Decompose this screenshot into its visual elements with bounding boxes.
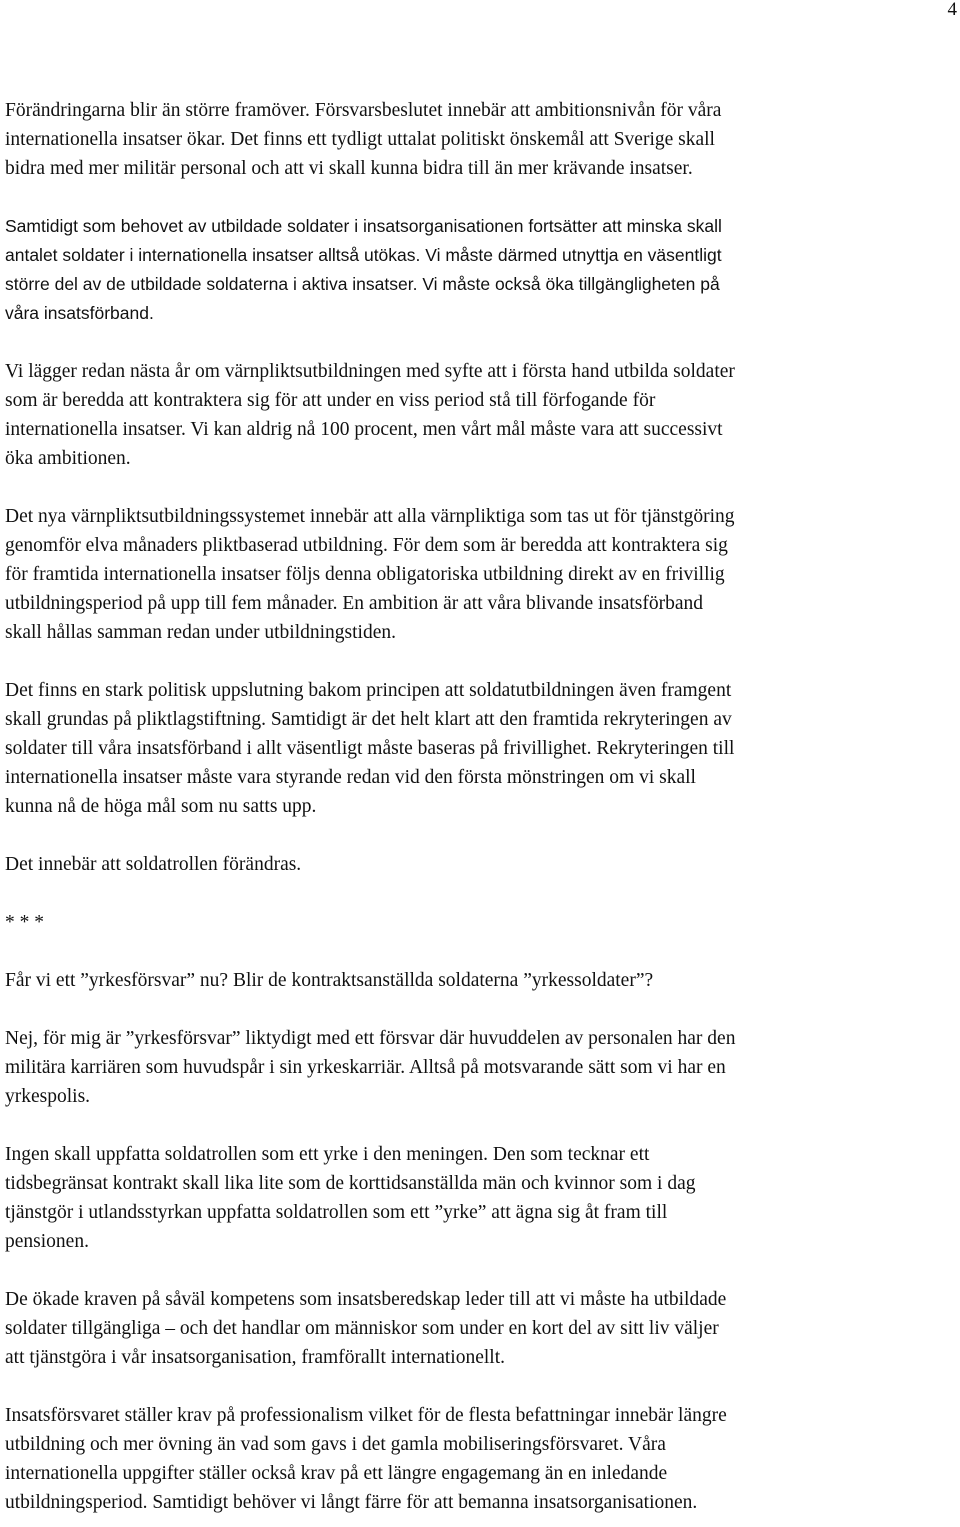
paragraph-question: Får vi ett ”yrkesförsvar” nu? Blir de kontraktsanställda soldaterna ”yrkessoldater”? — [5, 970, 654, 991]
paragraph-4: Det nya värnpliktsutbildningssystemet innebär att alla värnpliktiga som tas ut för tjänstgöring genomför elva månaders pliktbaserad utbildning. För dem som är beredda att kontraktera sig för framtida internationella insatser följs denna obligatoriska utbildning direkt av en frivillig utbildningsperiod på upp till fem månader. En ambition är att våra blivande insatsförband skall hållas samman redan under utbildningstiden. — [5, 506, 735, 643]
paragraph-3: Vi lägger redan nästa år om värnpliktsutbildningen med syfte att i första hand utbilda soldater som är beredda att kontraktera sig för att under en viss period stå till förfogande för internationella insatser. Vi kan aldrig nå 100 procent, men vårt mål måste vara att successivt öka ambitionen. — [5, 361, 735, 469]
paragraph-5: Det finns en stark politisk uppslutning bakom principen att soldatutbildningen även framgent skall grundas på pliktlagstiftning. Samtidigt är det helt klart att den framtida rekryteringen av soldater till våra insatsförband i allt väsentligt måste baseras på frivillighet. Rekryteringen till internationella insatser måste vara styrande redan vid den första mönstringen om vi skall kunna nå de höga mål som nu satts upp. — [5, 680, 735, 817]
paragraph-1: Förändringarna blir än större framöver. Försvarsbeslutet innebär att ambitionsnivån för våra internationella insatser ökar. Det finns ett tydligt uttalat politiskt önskemål att Sverige skall bidra med mer militär personal och att vi skall kunna bidra till än mer krävande insatser. — [5, 100, 722, 179]
page-number: 4 — [947, 0, 957, 20]
paragraph-8: Nej, för mig är ”yrkesförsvar” liktydigt med ett försvar där huvuddelen av personalen har den militära karriären som huvudspår i sin yrkeskarriär. Alltså på motsvarande sätt som vi har en yrkespolis. — [5, 1028, 736, 1107]
paragraph-11: Insatsförsvaret ställer krav på professionalism vilket för de flesta befattningar innebär längre utbildning och mer övning än vad som gavs i det gamla mobiliseringsförsvaret. Våra internationella uppgifter ställer också krav på ett längre engagemang än en inledande utbildningsperiod. Samtidigt behöver vi långt färre för att bemanna insatsorganisationen. — [5, 1405, 727, 1513]
paragraph-2: Samtidigt som behovet av utbildade soldater i insatsorganisationen fortsätter att minska skall antalet soldater i internationella insatser alltså utökas. Vi måste därmed utnyttja en väsentligt större del av de utbildade soldaterna i aktiva insatser. Vi måste också öka tillgängligheten på våra insatsförband. — [5, 216, 722, 323]
paragraph-10: De ökade kraven på såväl kompetens som insatsberedskap leder till att vi måste ha utbildade soldater tillgängliga – och det handlar om människor som under en kort del av sitt liv väljer att tjänstgöra i vår insatsorganisation, framförallt internationellt. — [5, 1289, 727, 1368]
paragraph-6: Det innebär att soldatrollen förändras. — [5, 854, 302, 875]
section-separator: * * * — [5, 912, 44, 933]
paragraph-9: Ingen skall uppfatta soldatrollen som ett yrke i den meningen. Den som tecknar ett tidsbegränsat kontrakt skall lika lite som de korttidsanställda män och kvinnor som i dag tjänstgör i utlandsstyrkan uppfatta soldatrollen som ett ”yrke” att ägna sig åt fram till pensionen. — [5, 1144, 696, 1252]
document-body — [5, 96, 955, 1517]
